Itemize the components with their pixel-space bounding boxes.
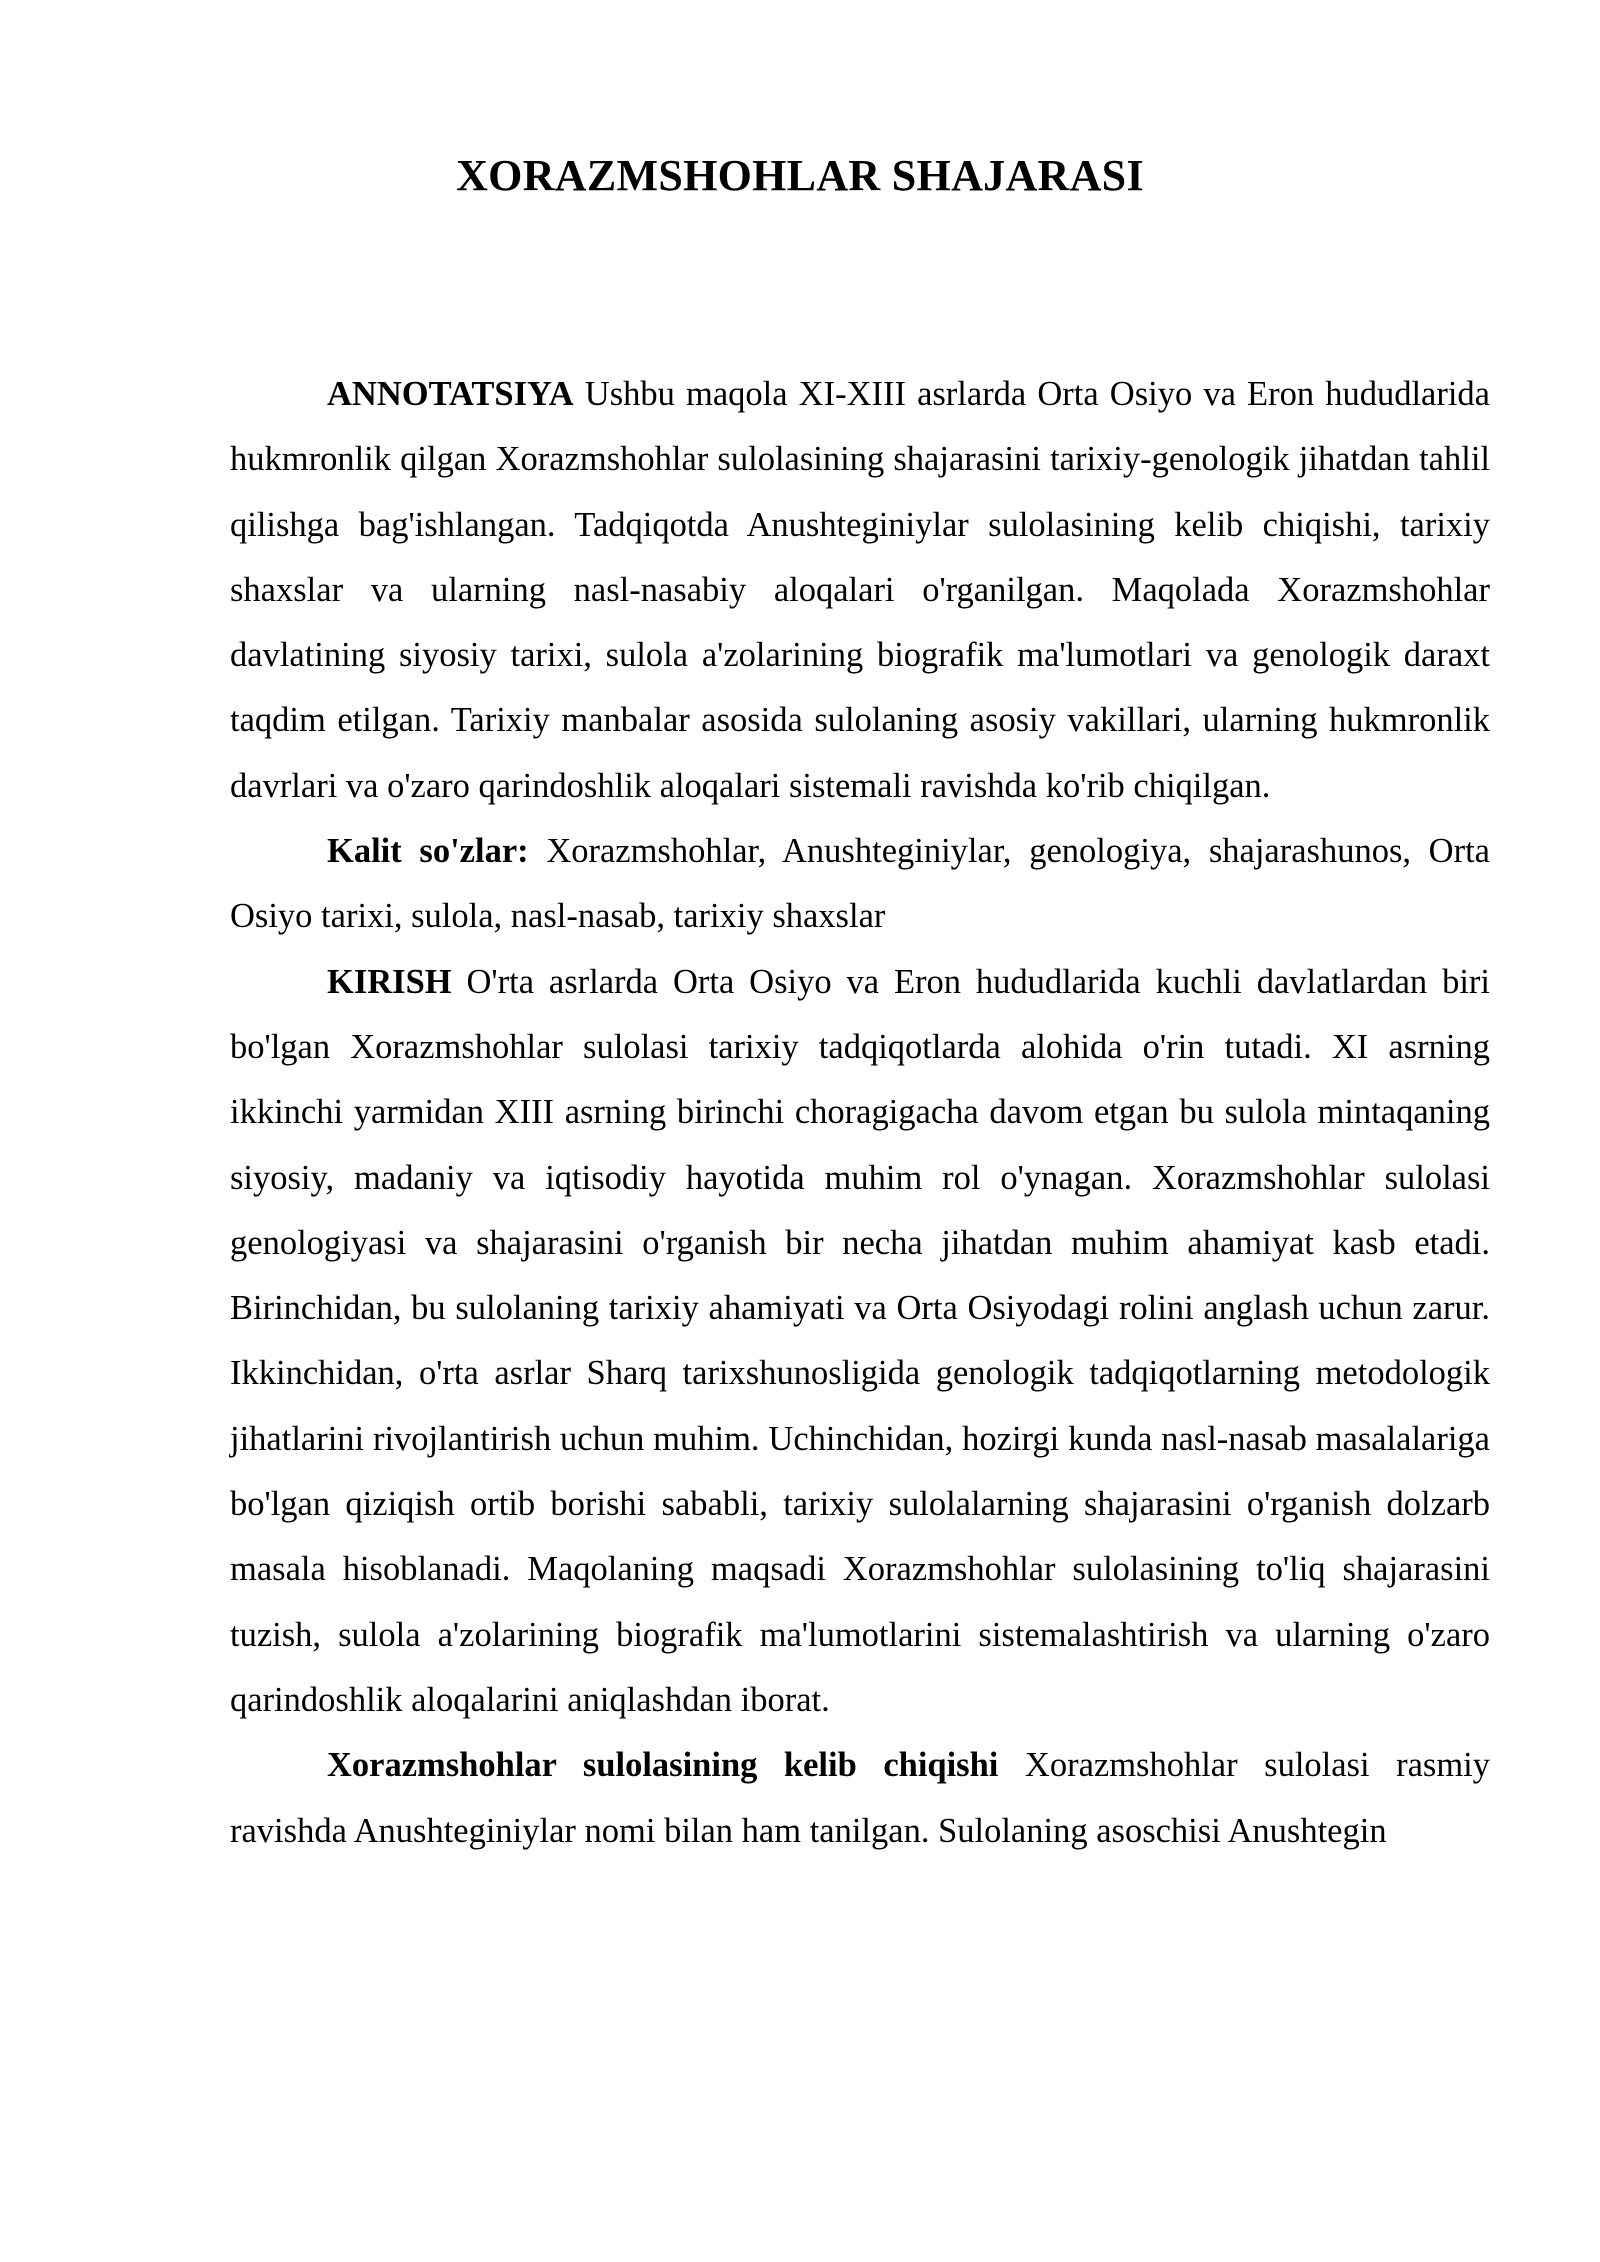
document-title: XORAZMSHOHLAR SHAJARASI [456, 151, 1144, 200]
origin-paragraph [230, 1733, 1490, 1864]
abstract-paragraph [230, 362, 1490, 819]
keywords-heading: Kalit so'zlar: [327, 832, 529, 871]
introduction-heading: KIRISH [327, 962, 452, 1001]
keywords-text: Xorazmshohlar, Anushteginiylar, genologiya, shajarashunos, Orta Osiyo tarixi, sulola, nasl-nasab, tarixiy shaxslar [230, 832, 1490, 936]
introduction-text: O'rta asrlarda Orta Osiyo va Eron hududlarida kuchli davlatlardan biri bo'lgan Xorazmshohlar sulolasi tarixiy tadqiqotlarda alohida o'rin tutadi. XI asrning ikkinchi yarmidan XIII asrning birinchi choragigacha davom etgan bu sulola mintaqaning siyosiy, madaniy va iqtisodiy hayotida muhim rol o'ynagan. Xorazmshohlar sulolasi genologiyasi va shajarasini o'rganish bir necha jihatdan muhim ahamiyat kasb etadi. Birinchidan, bu sulolaning tarixiy ahamiyati va Orta Osiyodagi rolini anglash uchun zarur. Ikkinchidan, o'rta asrlar Sharq tarixshunosligida genologik tadqiqotlarning metodologik jihatlarini rivojlantirish uchun muhim. Uchinchidan, hozirgi kunda nasl-nasab masalalariga bo'lgan qiziqish ortib borishi sababli, tarixiy sulolalarning shajarasini o'rganish dolzarb masala hisoblanadi. Maqolaning maqsadi Xorazmshohlar sulolasining to'liq shajarasini tuzish, sulola a'zolarining biografik ma'lumotlarini sistemalashtirish va ularning o'zaro qarindoshlik aloqalarini aniqlashdan iborat. [230, 962, 1490, 1719]
origin-text: Xorazmshohlar sulolasi rasmiy ravishda Anushteginiylar nomi bilan ham tanilgan. Sulolaning asoschisi Anushtegin [230, 1746, 1490, 1850]
abstract-text: Ushbu maqola XI-XIII asrlarda Orta Osiyo va Eron hududlarida hukmronlik qilgan Xorazmshohlar sulolasining shajarasini tarixiy-genologik jihatdan tahlil qilishga bag'ishlangan. Tadqiqotda Anushteginiylar sulolasining kelib chiqishi, tarixiy shaxslar va ularning nasl-nasabiy aloqalari o'rganilgan. Maqolada Xorazmshohlar davlatining siyosiy tarixi, sulola a'zolarining biografik ma'lumotlari va genologik daraxt taqdim etilgan. Tarixiy manbalar asosida sulolaning asosiy vakillari, ularning hukmronlik davrlari va o'zaro qarindoshlik aloqalari sistemali ravishda ko'rib chiqilgan. [230, 375, 1490, 805]
origin-heading: Xorazmshohlar sulolasining kelib chiqishi [327, 1746, 999, 1785]
keywords-paragraph [230, 819, 1490, 950]
introduction-paragraph [230, 950, 1490, 1734]
document-body [230, 362, 1490, 1864]
abstract-heading: ANNOTATSIYA [327, 375, 574, 413]
